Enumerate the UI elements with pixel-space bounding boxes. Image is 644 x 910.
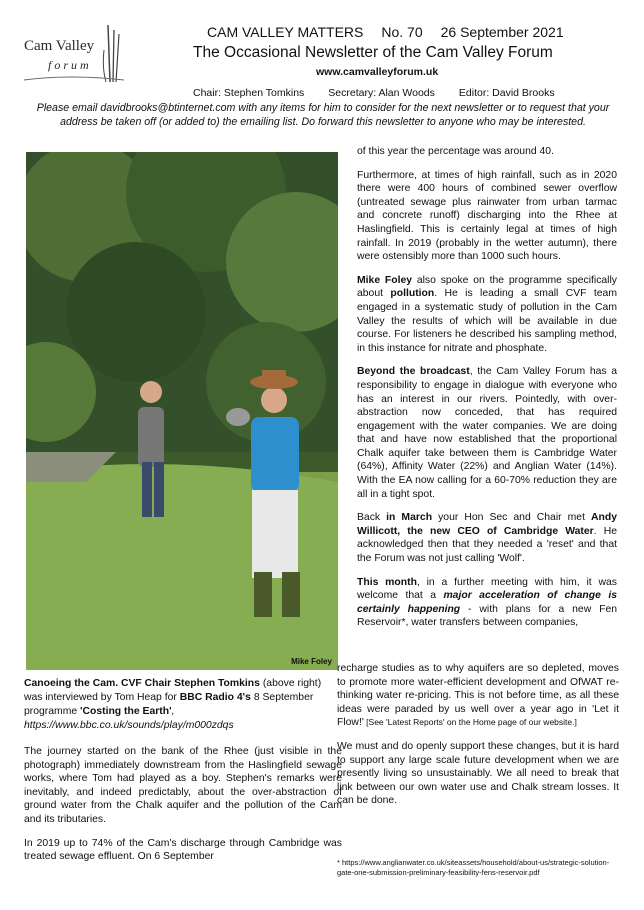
- percentage-paragraph: of this year the percentage was around 40.: [357, 146, 554, 157]
- issue-number: No. 70: [381, 24, 423, 40]
- photo-illustration: [26, 152, 338, 670]
- email-notice: Please email davidbrooks@btinternet.com with any items for him to consider for the next newsletter or to request that your address be taken off (or added to) the emailing list. Do forward this newsletter to anyone who may be interested.: [36, 102, 610, 128]
- wide-column: [337, 662, 619, 818]
- pollution-text-1: also spoke on the programme specifically about: [357, 274, 617, 300]
- march-text-1: Back: [357, 512, 387, 524]
- ceo-name: Andy Willicott, the new CEO of Cambridge Water: [357, 512, 617, 537]
- footnote-link[interactable]: * https://www.anglianwater.co.uk/siteassets/household/about-us/strategic-solution-gate-one-submission-preliminary-feasibility-fens-reservoir.pdf: [337, 858, 610, 877]
- caption-programme: 'Costing the Earth': [80, 706, 172, 717]
- recharge-paragraph: [337, 662, 619, 730]
- newsletter-name: CAM VALLEY MATTERS: [207, 24, 364, 40]
- caption-link[interactable]: , https://www.bbc.co.uk/sounds/play/m000zdqs: [24, 706, 234, 731]
- photo-caption: [24, 677, 342, 733]
- pollution-word: pollution: [390, 288, 435, 300]
- forum-logo: [20, 20, 128, 90]
- month-paragraph: [357, 576, 617, 630]
- secretary: Secretary: Alan Woods: [328, 87, 435, 99]
- website-link[interactable]: www.camvalleyforum.uk: [316, 66, 439, 78]
- foley-name: Mike Foley: [357, 274, 413, 286]
- effluent-paragraph: In 2019 up to 74% of the Cam's discharge through Cambridge was treated sewage effluent. On 6 September: [24, 837, 342, 863]
- logo-subtitle: forum: [48, 58, 92, 72]
- chair: Chair: Stephen Tomkins: [193, 87, 305, 99]
- staff-line: [193, 87, 579, 99]
- recharge-text: recharge studies as to why aquifers are so depleted, moves to promote more water-efficient development and OfWAT re-thinking water re-pricing. This is not before time, as all these ideas were paraded by us well over a year ago in 'Let it Flow!': [337, 663, 619, 729]
- march-bold: in March: [386, 512, 433, 524]
- photo-credit: Mike Foley: [291, 657, 332, 666]
- caption-text-2: 8 September programme: [24, 692, 314, 717]
- newsletter-subtitle: The Occasional Newsletter of the Cam Valley Forum: [193, 44, 553, 61]
- overflow-paragraph: Furthermore, at times of high rainfall, such as in 2020 there were 400 hours of combined sewer overflow (untreated sewage plus rainwater from urban tarmac and concrete runoff) discharging into the Rhee at Haslingfield. This is certainly legal at times of high rainfall. In 2019 (probably in the wetter autumn), there were ostensibly more than 1000 such hours.: [357, 169, 617, 263]
- reports-note: [See 'Latest Reports' on the Home page of our website.]: [363, 717, 577, 728]
- left-column: [24, 745, 342, 874]
- march-text-3: . He acknowledged then that they needed a 'reset' and that the Forum was not just calling 'Wolf'.: [357, 525, 617, 565]
- month-text-2: - with plans for a new Fen Reservoir*, water transfers between companies,: [357, 603, 617, 629]
- journey-paragraph: The journey started on the bank of the Rhee (just visible in the photograph) immediately downstream from the Haslingfield sewage works, where Tom had played as a boy. Stephen's remarks were inevitably, and indeed predictably, about the over-abstraction of ground water from the Chalk aquifer and the pollution of the Cam and its tributaries.: [24, 746, 342, 825]
- pollution-paragraph: [357, 274, 617, 356]
- caption-text-1: (above right) was interviewed by Tom Heap for: [24, 678, 322, 703]
- masthead: [207, 24, 582, 40]
- month-lead: This month: [357, 576, 417, 588]
- reed-icon: [20, 20, 128, 90]
- broadcast-paragraph: [357, 365, 617, 501]
- march-paragraph: [357, 511, 617, 565]
- support-paragraph: We must and do openly support these changes, but it is hard to support any large scale future development when we are presently living so unsustainably. We all need to break that link between our own water use and Chalk stream losses. It can be done.: [337, 740, 619, 807]
- logo-title: Cam Valley: [24, 38, 95, 54]
- right-column: [357, 145, 617, 640]
- march-text-2: your Hon Sec and Chair met: [432, 512, 592, 524]
- month-text-1: , in a further meeting with him, it was welcome that a: [357, 576, 617, 602]
- caption-radio: BBC Radio 4's: [179, 692, 251, 703]
- editor: Editor: David Brooks: [458, 87, 555, 99]
- caption-lead: Canoeing the Cam. CVF Chair Stephen Tomkins: [24, 678, 260, 689]
- broadcast-lead: Beyond the broadcast: [357, 366, 470, 378]
- broadcast-text: , the Cam Valley Forum has a responsibility to engage in dialogue with everyone who has an interest in our rivers. Pointedly, with over-abstraction now conceded, that has required engagement with the water companies. We are doing that and have now established that the proportional Chalk aquifer take between them is Cambridge Water (64%), Affinity Water (22%) and Anglian Water (14%). With the EA now calling for a 60-70% reduction they are all in a tight spot.: [357, 366, 618, 500]
- issue-date: 26 September 2021: [440, 24, 564, 40]
- acceleration-text: major acceleration of change is certainly happening: [357, 590, 617, 615]
- pollution-text-2: . He is leading a small CVF team engaged in a systematic study of pollution in the Cam Valley the results of which will be available in due course. For listeners he described his sampling method, in this instance for nitrate and phosphate.: [357, 288, 617, 354]
- interview-photo: [26, 152, 338, 670]
